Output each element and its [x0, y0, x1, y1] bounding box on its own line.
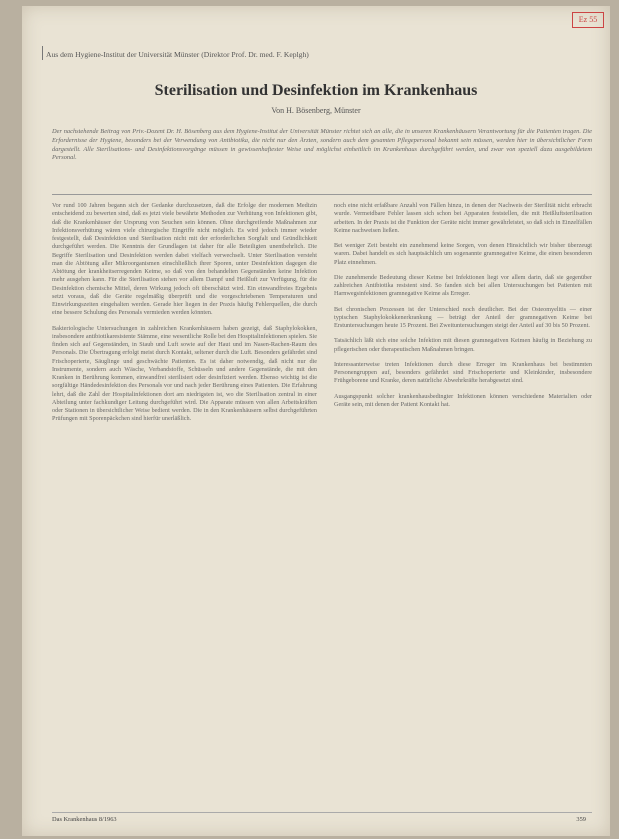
- paragraph: Interessanterweise treten Infektionen durch diese Erreger im Krankenhaus bei bestimmten Personengruppen auf, besonders gefährdet sind Frischoperierte und Kleinkinder, insbesondere Frühgeborene und Kranke, deren natürliche Abwehrkräfte herabgesetzt sind.: [334, 360, 592, 385]
- article-abstract: Der nachstehende Beitrag von Priv.-Dozent Dr. H. Bösenberg aus dem Hygiene-Institut der Universität Münster richtet sich an alle, die in unseren Krankenhäusern Verantwortung für die Patienten tragen. Die Erfordernisse der Hygiene, besonders bei der Verwendung von Antibiotika, die nicht nur den Ärzten, sondern auch dem gesamten Pflegepersonal bekannt sein müssen, werden hier in übersichtlicher Form dargestellt. Alle Sterilisations- und Desinfektionsvorgänge müssen in gewissenhaftester Weise und möglichst einheitlich im Krankenhaus durchgeführt werden, und zwar von speziell dazu ausgebildetem Personal.: [52, 128, 592, 162]
- institute-line: Aus dem Hygiene-Institut der Universität Münster (Direktor Prof. Dr. med. F. Keplgh): [46, 50, 309, 59]
- paragraph: noch eine nicht erfaßbare Anzahl von Fällen hinzu, in denen der Nachweis der Sterilität nicht erbracht wurde. Vermeidbare Fehler lassen sich schon bei Apparaten feststellen, die mit Heißluftsterilisation arbeiten. In der Praxis ist die Funktion der Geräte nicht immer gewährleistet, so daß sich in Einzelfällen Keime nachweisen ließen.: [334, 202, 592, 234]
- document-page: [22, 6, 610, 836]
- article-title: Sterilisation und Desinfektion im Krankenhaus: [154, 82, 478, 99]
- left-column: [52, 202, 317, 431]
- footer-divider: [52, 812, 592, 813]
- paragraph: Bei chronischen Prozessen ist der Unterschied noch deutlicher. Bei der Osteomyelitis — einer typischen Staphylokokkenerkrankung — beträgt der Anteil der gramnegativen Keime bei Erstuntersuchungen heute 15 Prozent. Bei Zweituntersuchungen steigt der Anteil auf 30 bis 50 Prozent.: [334, 305, 592, 329]
- article-author: Von H. Bösenberg, Münster: [271, 106, 361, 115]
- right-column: [334, 202, 592, 416]
- page-number: 359: [576, 816, 586, 823]
- journal-name: Das Krankenhaus 8/1963: [52, 816, 117, 823]
- paragraph: Die zunehmende Bedeutung dieser Keime bei Infektionen liegt vor allem darin, daß sie gegenüber zahlreichen Antibiotika resistent sind. So fanden sich bei allen Untersuchungen bei Patienten mit Harnwegsinfektionen gramnegative Keime als Erreger.: [334, 273, 592, 298]
- paragraph: Bei weniger Zeit besteht ein zunehmend keine Sorgen, von denen Hinsichtlich wir bisher überzeugt waren. Dabei handelt es sich hauptsächlich um sogenannte gramnegative Keime, die einen besonderen Platz einnehmen.: [334, 242, 592, 266]
- paragraph: Ausgangspunkt solcher krankenhausbedingter Infektionen können verschiedene Materialien oder Geräte sein, mit denen der Patient Kontakt hat.: [334, 392, 592, 408]
- paragraph: Vor rund 100 Jahren begann sich der Gedanke durchzusetzen, daß die Erfolge der modernen Medizin entscheidend zu bewerten sind, daß es jetzt viele bewährte Methoden zur Verhütung von Infektionen gibt, daß die Krankenhäuser der Ursprung von Seuchen sein können. Ohne durchgreifende Maßnahmen zur Infektionsverhütung wären viele chirurgische Eingriffe nicht möglich. Es wird jedoch immer wieder festgestellt, daß Desinfektion und Sterilisation nicht mit der erforderlichen Sorgfalt und Gründlichkeit durchgeführt werden. Die Kenntnis der Grundlagen ist daher für alle Beteiligten unentbehrlich. Die Begriffe Sterilisation und Desinfektion werden dabei vielfach verwechselt. Unter Sterilisation versteht man die Abtötung aller Mikroorganismen einschließlich ihrer Sporen, unter Desinfektion dagegen die Abtötung der krankheitserregenden Keime, so daß von den behandelten Gegenständen keine Infektion mehr ausgehen kann. Für die Sterilisation stehen vor allem Dampf und Heißluft zur Verfügung, für die Desinfektion chemische Mittel, deren Wirkung jedoch oft überschätzt wird. Ein einwandfreies Ergebnis setzt voraus, daß die Geräte regelmäßig überprüft und die vorgeschriebenen Temperaturen und Einwirkungszeiten eingehalten werden. Gerade hier liegen in der Praxis häufig Fehlerquellen, die durch eine bessere Schulung des Personals vermieden werden könnten.: [52, 202, 317, 317]
- paragraph: Bakteriologische Untersuchungen in zahlreichen Krankenhäusern haben gezeigt, daß Staphylokokken, insbesondere antibiotikaresistente Stämme, eine wesentliche Rolle bei den Hospitalinfektionen spielen. Sie finden sich auf Gegenständen, in Staub und Luft sowie auf der Haut und im Nasen-Rachen-Raum des Personals. Die Übertragung erfolgt meist durch Kontakt, seltener durch die Luft. Besonders gefährdet sind Frischoperierte, Säuglinge und geschwächte Patienten. Es ist daher notwendig, daß nicht nur die Instrumente, sondern auch Wäsche, Verbandstoffe, Schüsseln und andere Gegenstände, die mit den Kranken in Berührung kommen, einwandfrei sterilisiert oder desinfiziert werden. Ebenso wichtig ist die sorgfältige Händedesinfektion des Personals vor und nach jeder Berührung eines Patienten. Die Erfahrung lehrt, daß die Zahl der Hospitalinfektionen dort am niedrigsten ist, wo die Sterilisation zentral in einer Abteilung unter fachkundiger Leitung durchgeführt wird. Die Apparate müssen von allen Arbeitskräften oder Stationen in übersichtlicher Weise bedient werden. Die in den Krankenhäusern selbst durchgeführten Prüfungen mit Sporenpäckchen sind hierfür unerläßlich.: [52, 324, 317, 423]
- divider: [52, 194, 592, 195]
- archive-stamp: Ez 55: [572, 12, 604, 28]
- paragraph: Tatsächlich läßt sich eine solche Infektion mit diesen gramnegativen Keimen häufig in Beziehung zu pflegerischen oder therapeutischen Maßnahmen bringen.: [334, 337, 592, 353]
